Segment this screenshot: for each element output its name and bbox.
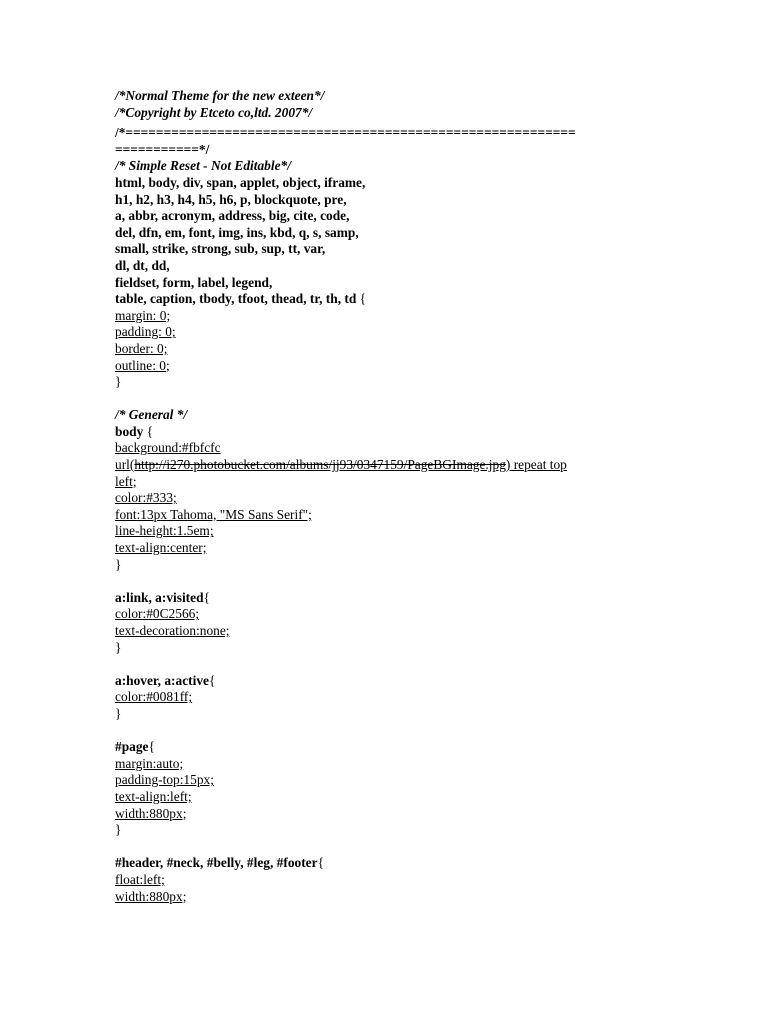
copyright-comment: /*Copyright by Etceto co,ltd. 2007*/ [115, 104, 313, 120]
open-brace: { [208, 672, 216, 688]
document-body [115, 88, 655, 905]
page-rule: width:880px; [115, 805, 187, 821]
header-rule: float:left; [115, 871, 165, 887]
hover-selector: a:hover, a:active [115, 672, 209, 688]
reset-rule: outline: 0; [115, 357, 170, 373]
page-rule: padding-top:15px; [115, 772, 214, 788]
reset-selector-line: dl, dt, dd, [115, 257, 170, 273]
body-rule: text-align:center; [115, 540, 207, 556]
divider-line-1: /*=========================================================== [115, 125, 576, 141]
close-brace: } [115, 556, 122, 572]
link-selector-line [115, 590, 655, 607]
page-rule: margin:auto; [115, 755, 184, 771]
close-brace: } [115, 822, 122, 838]
reset-comment: /* Simple Reset - Not Editable*/ [115, 158, 291, 174]
reset-selector-line: del, dfn, em, font, img, ins, kbd, q, s, samp, [115, 224, 359, 240]
reset-rule: border: 0; [115, 340, 168, 356]
reset-selector-line: a, abbr, acronym, address, big, cite, code, [115, 208, 350, 224]
body-rule: color:#333; [115, 490, 177, 506]
url-prefix: url( [115, 457, 135, 473]
reset-selector-last-line [115, 291, 655, 308]
page-selector-line [115, 739, 655, 756]
background-rule-end: left; [115, 473, 137, 489]
header-selector-line [115, 855, 655, 872]
page-rule: text-align:left; [115, 788, 192, 804]
page-selector: #page [115, 739, 149, 755]
reset-selector-line: fieldset, form, label, legend, [115, 274, 273, 290]
hover-rule: color:#0081ff; [115, 689, 193, 705]
link-rule: color:#0C2566; [115, 606, 200, 622]
reset-selector-line: html, body, div, span, applet, object, iframe, [115, 174, 366, 190]
close-brace: } [115, 705, 122, 721]
link-selector: a:link, a:visited [115, 589, 204, 605]
open-brace: { [356, 291, 367, 307]
background-url-line [115, 457, 655, 474]
reset-rule: margin: 0; [115, 307, 171, 323]
background-image-link[interactable]: http://i270.photobucket.com/albums/jj93/0347159/PageBGImage.jpg [134, 457, 506, 473]
body-selector-line [115, 424, 655, 441]
theme-comment: /*Normal Theme for the new exteen*/ [115, 88, 325, 103]
hover-selector-line [115, 673, 655, 690]
close-brace: } [115, 639, 122, 655]
reset-selector-text: table, caption, tbody, tfoot, thead, tr, th, td [115, 291, 357, 307]
divider-line-2: ===========*/ [115, 141, 210, 157]
link-rule: text-decoration:none; [115, 623, 230, 638]
body-rule: font:13px Tahoma, "MS Sans Serif"; [115, 506, 312, 522]
general-comment: /* General */ [115, 407, 188, 423]
body-selector: body [115, 423, 144, 439]
open-brace: { [143, 423, 154, 439]
close-brace: } [115, 374, 122, 390]
reset-selector-line: small, strike, strong, sub, sup, tt, var, [115, 241, 326, 257]
background-rule: background:#fbfcfc [115, 440, 221, 456]
open-brace: { [317, 855, 325, 871]
header-selector: #header, #neck, #belly, #leg, #footer [115, 855, 318, 871]
body-rule: line-height:1.5em; [115, 523, 214, 539]
open-brace: { [148, 739, 155, 755]
reset-rule: padding: 0; [115, 324, 176, 340]
reset-selector-line: h1, h2, h3, h4, h5, h6, p, blockquote, pre, [115, 191, 347, 207]
open-brace: { [203, 589, 210, 605]
url-suffix: ) repeat top [505, 457, 567, 473]
header-rule: width:880px; [115, 888, 187, 904]
